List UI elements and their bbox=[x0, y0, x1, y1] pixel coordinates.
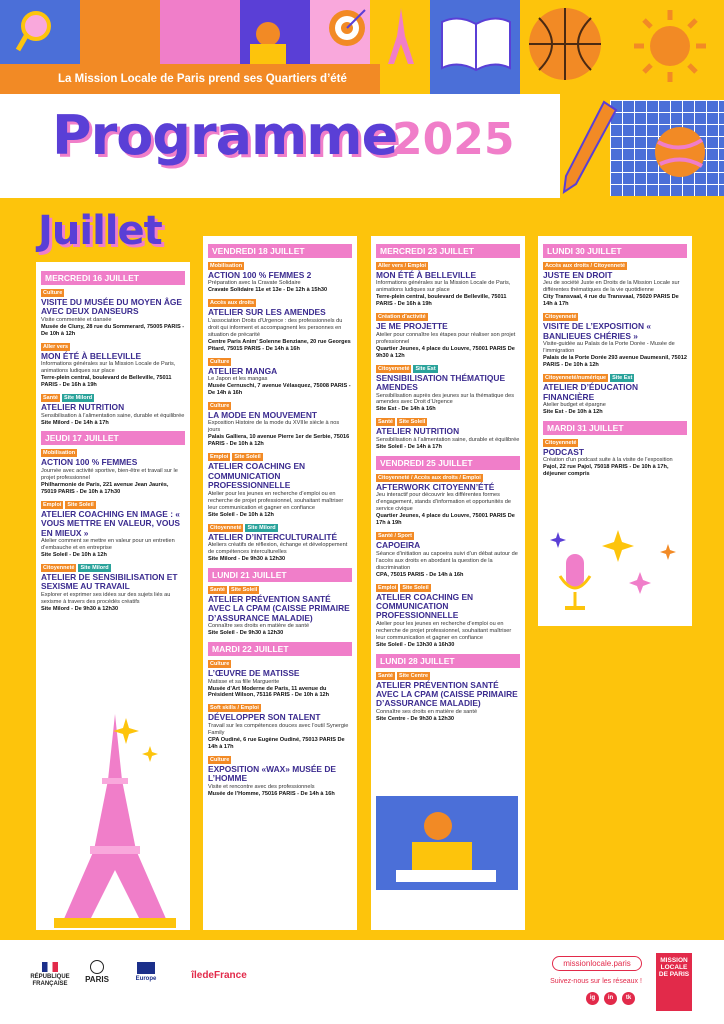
event-tags bbox=[376, 532, 520, 540]
event-title: ATELIER PRÉVENTION SANTÉ AVEC LA CPAM (CAISSE PRIMAIRE D’ASSURANCE MALADIE) bbox=[208, 593, 350, 623]
event-tag: Emploi bbox=[378, 584, 397, 591]
event-description: Atelier budget et épargne bbox=[543, 401, 606, 408]
event-title: CAPOEIRA bbox=[376, 540, 421, 551]
event-item bbox=[208, 453, 352, 518]
event-location: Terre-plein central, boulevard de Belleville, 75011 PARIS - De 16h à 19h bbox=[41, 375, 172, 389]
day-header: VENDREDI 25 JUILLET bbox=[376, 456, 520, 470]
event-location: Site Soleil - De 10h à 12h bbox=[41, 552, 107, 559]
event-description: Visite et rencontre avec des professionnels bbox=[208, 783, 315, 790]
event-description: Séance d’initiation au capoeira suivi d’un débat autour de l’accès aux droits en abordant la question de la discrimination bbox=[376, 550, 518, 571]
event-item bbox=[208, 586, 352, 637]
event-location: Terre-plein central, boulevard de Belleville, 75011 PARIS - De 16h à 19h bbox=[376, 294, 507, 308]
event-tag: Citoyenneté bbox=[378, 365, 410, 372]
month-title: Juillet bbox=[38, 208, 162, 254]
ball-icon bbox=[652, 124, 708, 180]
event-item bbox=[41, 394, 185, 426]
event-description: Sensibilisation auprès des jeunes sur la thématique des amendes avec Droit d’Urgence bbox=[376, 392, 515, 406]
event-item bbox=[41, 449, 185, 495]
event-tag: Soft skills / Emploi bbox=[210, 705, 259, 712]
event-tag: Site Soleil bbox=[67, 501, 94, 508]
event-description: Journée avec activité sportive, bien-être et travail sur le projet professionnel bbox=[41, 467, 178, 481]
day-header: MARDI 22 JUILLET bbox=[208, 642, 352, 656]
event-tags bbox=[41, 449, 185, 457]
event-description: Sensibilisation à l’alimentation saine, durable et équilibrée bbox=[376, 436, 520, 443]
event-item bbox=[41, 501, 185, 559]
day-header: VENDREDI 18 JUILLET bbox=[208, 244, 352, 258]
day-header: MARDI 31 JUILLET bbox=[543, 421, 687, 435]
event-description: Visite commentée et dansée bbox=[41, 316, 112, 323]
event-tag: Emploi bbox=[210, 454, 229, 461]
day-header: MERCREDI 16 JUILLET bbox=[41, 271, 185, 285]
event-description: Informations générales sur la Mission Locale de Paris, animations ludiques sur place bbox=[376, 280, 511, 294]
basketball-icon bbox=[525, 4, 605, 84]
event-tag: Citoyenneté/numérique bbox=[545, 375, 607, 382]
event-tag: Site Milord bbox=[63, 395, 93, 402]
event-item bbox=[376, 584, 520, 649]
event-tags bbox=[376, 672, 520, 680]
girl-illustration bbox=[228, 16, 308, 64]
event-item bbox=[376, 672, 520, 723]
event-location: Musée d’Art Moderne de Paris, 11 avenue du Président Wilson, 75116 PARIS - De 10h à 12h bbox=[208, 685, 330, 699]
event-location: Cravate Solidaire 11e et 13e - De 12h à 15h30 bbox=[208, 287, 328, 294]
event-title: ACTION 100 % FEMMES bbox=[41, 457, 138, 468]
event-tag: Site Milord bbox=[247, 524, 276, 531]
event-title: ATELIER SUR LES AMENDES bbox=[208, 307, 326, 318]
event-location: Site Est - De 14h à 16h bbox=[376, 406, 436, 413]
event-tag: Site Centre bbox=[398, 672, 429, 679]
event-description: Explorer et exprimer ses idées sur des sujets liés au sexisme à travers des procédés créatifs bbox=[41, 591, 171, 605]
event-title: LA MODE EN MOUVEMENT bbox=[208, 410, 318, 421]
event-location: Site Soleil - De 13h30 à 16h30 bbox=[376, 641, 455, 648]
event-item bbox=[543, 313, 687, 369]
target-icon bbox=[325, 6, 369, 50]
event-description: Atelier comment se mettre en valeur pour un entretien d’embauche et en entreprise bbox=[41, 538, 175, 552]
event-title: ATELIER DE SENSIBILISATION ET SEXISME AU TRAVAIL bbox=[41, 572, 178, 592]
event-tag: Citoyenneté bbox=[43, 565, 75, 571]
event-tag: Citoyenneté bbox=[210, 524, 242, 531]
event-title: MON ÉTÉ À BELLEVILLE bbox=[376, 270, 477, 280]
event-tags bbox=[208, 402, 352, 410]
event-tags bbox=[208, 358, 352, 366]
page-year: 2025 bbox=[392, 114, 515, 165]
event-description: Le Japon et les mangas bbox=[208, 376, 268, 383]
iledefrance-logo: îledeFrance bbox=[191, 970, 247, 981]
event-tag: Site Soleil bbox=[402, 584, 429, 591]
event-location: Centre Paris Anim’ Solenne Benziane, 20 rue Georges Pitard, 75015 PARIS - De 14h à 16h bbox=[208, 338, 351, 352]
header bbox=[0, 0, 724, 230]
event-tag: Accès aux droits / Citoyenneté bbox=[545, 263, 626, 269]
event-description: Préparation avec la Cravate Solidaire bbox=[208, 280, 301, 287]
event-title: ATELIER COACHING EN COMMUNICATION PROFESSIONNELLE bbox=[376, 591, 474, 621]
event-tag: Site Milord bbox=[80, 565, 109, 571]
event-item bbox=[543, 439, 687, 478]
event-tag: Mobilisation bbox=[210, 263, 243, 269]
event-tags bbox=[376, 418, 520, 426]
event-tags bbox=[41, 343, 185, 351]
event-title: VISITE DE L’EXPOSITION « BANLIEUES CHÉRIES » bbox=[543, 321, 651, 341]
event-tag: Santé bbox=[210, 586, 225, 593]
event-location: Site Soleil - De 9h30 à 12h30 bbox=[208, 630, 284, 637]
event-location: Quartier Jeunes, 4 place du Louvre, 75001 PARIS De 17h à 19h bbox=[376, 513, 515, 527]
event-tag: Santé bbox=[378, 672, 393, 679]
event-location: Site Soleil - De 10h à 12h bbox=[208, 511, 274, 518]
event-location: Site Est - De 10h à 12h bbox=[543, 408, 603, 415]
event-description: Ateliers créatifs de réflexion, échange et développement de compétences interculturelles bbox=[208, 541, 348, 555]
mission-locale-logo: MISSION LOCALE DE PARIS bbox=[656, 953, 692, 1011]
event-tags bbox=[41, 289, 185, 297]
event-location: Philharmonie de Paris, 221 avenue Jean Jaurès, 75019 PARIS - De 10h à 17h30 bbox=[41, 481, 169, 495]
event-description: Jeu de société Juste en Droits de la Mission Locale sur différentes thématiques de la vie quotidienne bbox=[543, 280, 680, 294]
event-tag: Santé / Sport bbox=[378, 533, 412, 540]
event-tag: Culture bbox=[210, 661, 230, 668]
event-location: Site Soleil - De 14h à 17h bbox=[376, 443, 442, 450]
event-tag: Citoyenneté bbox=[545, 314, 577, 321]
event-item bbox=[41, 564, 185, 613]
event-item bbox=[208, 299, 352, 352]
event-title: L’ŒUVRE DE MATISSE bbox=[208, 668, 300, 679]
event-item bbox=[376, 532, 520, 578]
event-title: SENSIBILISATION THÉMATIQUE AMENDES bbox=[376, 372, 506, 393]
event-location: Pajol, 22 rue Pajol, 75018 PARIS - De 10h à 17h, déjeuner compris bbox=[543, 464, 669, 478]
event-tag: Santé bbox=[378, 419, 393, 426]
event-title: ACTION 100 % FEMMES 2 bbox=[208, 270, 312, 280]
event-location: Musée de l’Homme, 75016 PARIS - De 14h à 16h bbox=[208, 790, 335, 797]
event-tags bbox=[208, 524, 352, 532]
event-location: Quartier Jeunes, 4 place du Louvre, 75001 PARIS De 9h30 à 12h bbox=[376, 345, 515, 359]
event-description: Informations générales sur la Mission Locale de Paris, animations ludiques sur place bbox=[41, 361, 176, 375]
day-header: MERCREDI 23 JUILLET bbox=[376, 244, 520, 258]
event-tags bbox=[41, 394, 185, 402]
eiffel-tower-icon bbox=[384, 6, 418, 66]
day-header: LUNDI 28 JUILLET bbox=[376, 654, 520, 668]
event-item bbox=[208, 524, 352, 563]
event-tag: Culture bbox=[210, 756, 230, 763]
event-tag: Site Soleil bbox=[234, 454, 261, 461]
event-title: ATELIER D’ÉDUCATION FINANCIÈRE bbox=[543, 382, 639, 402]
event-tags bbox=[208, 586, 352, 594]
event-tags bbox=[376, 584, 520, 592]
event-title: ATELIER COACHING EN COMMUNICATION PROFESSIONNELLE bbox=[208, 461, 306, 491]
event-tag: Site Est bbox=[612, 375, 633, 382]
page-title: Programme bbox=[52, 104, 398, 167]
event-title: PODCAST bbox=[543, 446, 584, 457]
event-description: Jeu interactif pour découvrir les différentes formes d’engagement, stands d’information et opportunités de service civique bbox=[376, 492, 511, 513]
event-description: Matisse et sa fille Marguerite bbox=[208, 678, 280, 685]
event-title: JE ME PROJETTE bbox=[376, 321, 448, 332]
event-description: Création d’un podcast suite à la visite de l’exposition bbox=[543, 457, 673, 464]
event-description: Atelier pour les jeunes en recherche d’emploi ou en recherche de projet professionnel, souhaitant maîtriser leur communication et gagner en confiance bbox=[208, 490, 344, 511]
event-item bbox=[208, 704, 352, 750]
event-tag: Santé bbox=[43, 395, 58, 402]
event-title: VISITE DU MUSÉE DU MOYEN ÂGE AVEC DEUX DANSEURS bbox=[41, 297, 182, 317]
event-tag: Site Est bbox=[415, 365, 436, 372]
event-title: ATELIER NUTRITION bbox=[41, 402, 125, 413]
column-2 bbox=[203, 236, 357, 930]
day-header: LUNDI 21 JUILLET bbox=[208, 568, 352, 582]
event-tags bbox=[208, 453, 352, 461]
event-tags bbox=[376, 313, 520, 321]
event-tag: Emploi bbox=[43, 501, 62, 508]
event-description: Connaître ses droits en matière de santé bbox=[208, 623, 310, 630]
event-tag: Aller vers bbox=[43, 343, 69, 350]
reader-illustration bbox=[376, 796, 518, 890]
event-description: L’association Droits d’Urgence : des professionnels du droit qui informent et accompagnent les personnes en situation de précarité bbox=[208, 317, 343, 338]
book-icon bbox=[436, 8, 516, 78]
day-header: JEUDI 17 JUILLET bbox=[41, 431, 185, 445]
instagram-icon[interactable]: ig bbox=[586, 992, 599, 1005]
sparkle-icon bbox=[112, 716, 162, 766]
event-title: ATELIER COACHING EN IMAGE : « VOUS METTRE EN VALEUR, VOUS EN MIEUX » bbox=[41, 508, 180, 538]
event-location: Site Centre - De 9h30 à 12h30 bbox=[376, 715, 455, 722]
event-tag: Citoyenneté bbox=[545, 439, 577, 446]
event-item bbox=[376, 313, 520, 359]
event-tags bbox=[376, 474, 520, 482]
event-location: Site Milord - De 9h30 à 12h30 bbox=[208, 555, 286, 562]
event-item bbox=[208, 358, 352, 397]
event-item bbox=[41, 343, 185, 389]
event-item bbox=[376, 365, 520, 414]
event-item bbox=[208, 756, 352, 798]
event-tags bbox=[208, 756, 352, 764]
event-location: Palais Galliera, 10 avenue Pierre 1er de Serbie, 75016 PARIS - De 10h à 12h bbox=[208, 434, 350, 448]
event-description: Exposition Histoire de la mode du XVIIIe siècle à nos jours bbox=[208, 420, 340, 434]
event-item bbox=[376, 418, 520, 450]
event-title: DÉVELOPPER SON TALENT bbox=[208, 712, 321, 723]
event-title: ATELIER NUTRITION bbox=[376, 426, 460, 437]
event-description: Visite-guidée au Palais de la Porte Dorée - Musée de l’immigration bbox=[543, 341, 675, 355]
event-tags bbox=[543, 313, 687, 321]
event-item bbox=[543, 262, 687, 308]
day-header: LUNDI 30 JUILLET bbox=[543, 244, 687, 258]
event-title: JUSTE EN DROIT bbox=[543, 270, 613, 280]
follow-text: Suivez-nous sur les réseaux ! bbox=[550, 978, 642, 985]
event-item bbox=[543, 374, 687, 416]
event-item bbox=[376, 474, 520, 527]
event-tag: Culture bbox=[210, 358, 230, 365]
event-tag: Mobilisation bbox=[43, 450, 76, 457]
event-location: Musée de Cluny, 28 rue du Sommerard, 75005 PARIS - De 10h à 12h bbox=[41, 323, 185, 337]
event-tag: Accès aux droits bbox=[210, 300, 255, 307]
event-location: Musée Cernuschi, 7 avenue Vélasquez, 75008 PARIS - De 14h à 16h bbox=[208, 383, 351, 397]
event-tags bbox=[208, 660, 352, 668]
event-tags bbox=[41, 501, 185, 509]
event-tag: Création d’activité bbox=[378, 314, 426, 321]
event-title: ATELIER D’INTERCULTURALITÉ bbox=[208, 531, 338, 542]
event-title: EXPOSITION «WAX» MUSÉE DE L’HOMME bbox=[208, 763, 336, 784]
event-tag: Site Soleil bbox=[230, 586, 258, 593]
event-title: ATELIER PRÉVENTION SANTÉ AVEC LA CPAM (CAISSE PRIMAIRE D’ASSURANCE MALADIE) bbox=[376, 679, 518, 709]
website-link[interactable]: missionlocale.paris bbox=[552, 956, 642, 971]
event-tags bbox=[543, 439, 687, 447]
linkedin-icon[interactable]: in bbox=[604, 992, 617, 1005]
event-item bbox=[208, 262, 352, 294]
event-tags bbox=[41, 564, 185, 572]
event-description: Sensibilisation à l’alimentation saine, durable et équilibrée bbox=[41, 412, 185, 419]
event-tags bbox=[376, 262, 520, 270]
event-item bbox=[376, 262, 520, 308]
event-title: AFTERWORK CITOYENN’ÉTÉ bbox=[376, 481, 495, 492]
event-tags bbox=[208, 299, 352, 307]
event-item bbox=[208, 660, 352, 699]
event-location: Site Milord - De 14h à 17h bbox=[41, 419, 109, 426]
event-location: Site Milord - De 9h30 à 12h30 bbox=[41, 605, 119, 612]
event-description: Connaître ses droits en matière de santé bbox=[376, 708, 478, 715]
event-title: ATELIER MANGA bbox=[208, 365, 278, 376]
event-tag: Culture bbox=[43, 290, 63, 296]
event-description: Atelier pour connaître les étapes pour réaliser son projet professionnel bbox=[376, 331, 516, 345]
header-tile-orange bbox=[80, 0, 160, 64]
event-tag: Aller vers / Emploi bbox=[378, 263, 426, 269]
event-tag: Culture bbox=[210, 403, 230, 410]
event-description: Atelier pour les jeunes en recherche d’emploi ou en recherche de projet professionnel, souhaitant maîtriser leur communication et gagner en confiance bbox=[376, 620, 512, 641]
event-tags bbox=[543, 262, 687, 270]
republique-francaise-logo: RÉPUBLIQUE FRANÇAISE bbox=[30, 962, 70, 987]
europe-logo: Europe bbox=[128, 962, 164, 983]
event-title: MON ÉTÉ À BELLEVILLE bbox=[41, 350, 142, 361]
event-tags bbox=[376, 365, 520, 373]
header-banner: La Mission Locale de Paris prend ses Quartiers d’été bbox=[0, 64, 380, 94]
ville-de-paris-logo: PARIS bbox=[82, 960, 112, 985]
event-tag: Citoyenneté / Accès aux droits / Emploi bbox=[378, 474, 481, 481]
event-location: CPA Oudiné, 6 rue Eugène Oudiné, 75013 PARIS De 14h à 17h bbox=[208, 736, 345, 750]
event-location: Palais de la Porte Dorée 293 avenue Daumesnil, 75012 PARIS - De 10h à 12h bbox=[543, 355, 687, 369]
event-description: Travail sur les compétences douces avec l’outil Synergie Family bbox=[208, 722, 349, 736]
magnifier-icon bbox=[14, 6, 64, 56]
tiktok-icon[interactable]: tk bbox=[622, 992, 635, 1005]
microphone-icon bbox=[548, 526, 688, 614]
event-tags bbox=[543, 374, 687, 382]
event-tags bbox=[208, 262, 352, 270]
event-item bbox=[208, 402, 352, 448]
event-location: City Transvaal, 4 rue du Transvaal, 75020 PARIS De 14h à 17h bbox=[543, 294, 679, 308]
sun-icon bbox=[630, 6, 710, 86]
event-item bbox=[41, 289, 185, 338]
event-location: CPA, 75015 PARIS - De 14h à 16h bbox=[376, 571, 464, 578]
pencil-icon bbox=[560, 98, 620, 198]
event-tag: Site Soleil bbox=[398, 419, 426, 426]
